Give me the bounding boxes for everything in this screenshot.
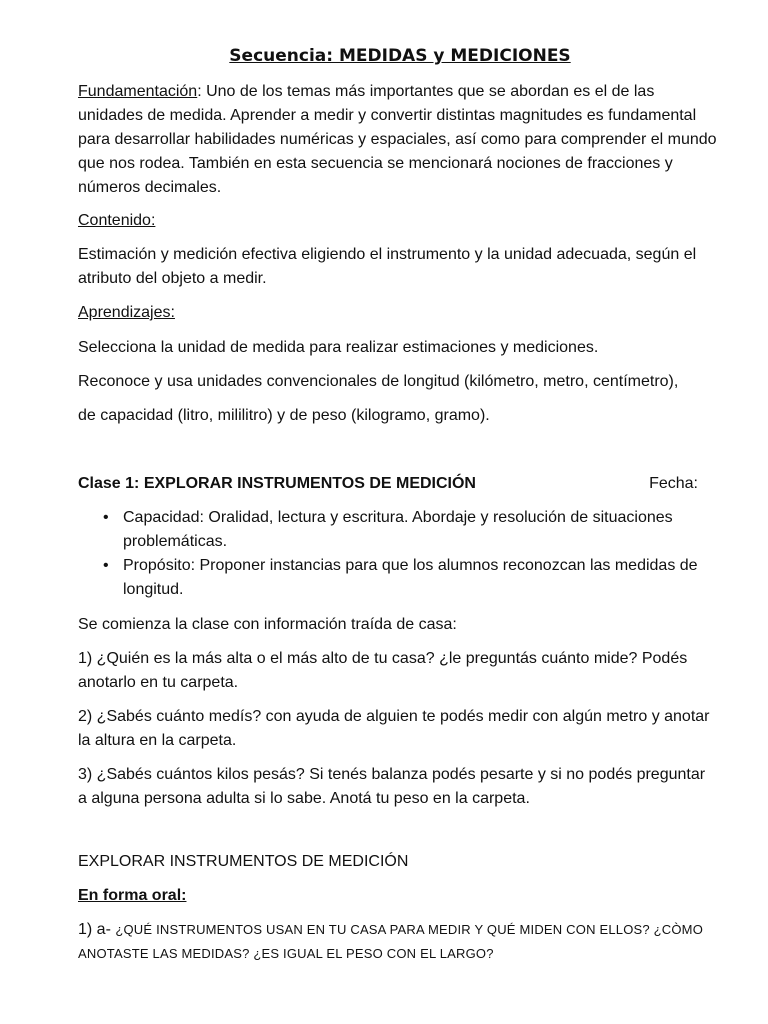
oral-question-prefix: 1) a-	[78, 921, 116, 938]
clase1-intro: Se comienza la clase con información traída de casa:	[78, 616, 457, 633]
fecha-label: Fecha:	[649, 475, 698, 492]
explorar-heading: EXPLORAR INSTRUMENTOS DE MEDICIÓN	[78, 853, 409, 870]
question-2: 2) ¿Sabés cuánto medís? con ayuda de alguien te podés medir con algún metro y anotar la altura en la carpeta.	[78, 708, 710, 749]
question-3: 3) ¿Sabés cuántos kilos pesás? Si tenés balanza podés pesarte y si no podés preguntar a alguna persona adulta si lo sabe. Anotá tu peso en la carpeta.	[78, 766, 706, 807]
bullet-icon: •	[103, 509, 109, 526]
aprendizaje-item: de capacidad (litro, mililitro) y de peso (kilogramo, gramo).	[78, 407, 490, 424]
aprendizaje-item: Reconoce y usa unidades convencionales de longitud (kilómetro, metro, centímetro),	[78, 373, 679, 390]
document-title: Secuencia: MEDIDAS y MEDICIONES	[229, 46, 571, 66]
fundamentacion-paragraph	[78, 80, 718, 200]
aprendizajes-label: Aprendizajes:	[78, 304, 175, 321]
clase1-header	[78, 472, 698, 496]
oral-question-text: ¿QUÉ INSTRUMENTOS USAN EN TU CASA PARA MEDIR Y QUÉ MIDEN CON ELLOS? ¿CÒMO ANOTASTE LAS MEDIDAS? ¿ES IGUAL EL PESO CON EL LARGO?	[78, 922, 704, 961]
list-item	[78, 554, 698, 602]
fundamentacion-label: Fundamentación	[78, 83, 198, 100]
oral-question-1	[78, 918, 718, 966]
fundamentacion-text: : Uno de los temas más importantes que se abordan es el de las unidades de medida. Aprender a medir y convertir distintas magnitudes es fundamental para desarrollar habilidades numéricas y espaciales, así como para comprender el mundo que nos rodea. También en esta secuencia se mencionará nociones de fracciones y números decimales.	[78, 83, 717, 196]
contenido-label: Contenido:	[78, 212, 156, 229]
clase1-title: Clase 1: EXPLORAR INSTRUMENTOS DE MEDICIÓN	[78, 475, 476, 492]
bullet-icon: •	[103, 557, 109, 574]
aprendizaje-item: Selecciona la unidad de medida para realizar estimaciones y mediciones.	[78, 339, 599, 356]
bullet-text: Capacidad: Oralidad, lectura y escritura. Abordaje y resolución de situaciones problemáticas.	[123, 509, 673, 550]
clase1-bullet-list	[78, 506, 698, 602]
bullet-text: Propósito: Proponer instancias para que los alumnos reconozcan las medidas de longitud.	[123, 557, 698, 598]
question-1: 1) ¿Quién es la más alta o el más alto de tu casa? ¿le preguntás cuánto mide? Podés anotarlo en tu carpeta.	[78, 650, 688, 691]
list-item	[78, 506, 698, 554]
contenido-text: Estimación y medición efectiva eligiendo el instrumento y la unidad adecuada, según el atributo del objeto a medir.	[78, 246, 697, 287]
oral-label: En forma oral:	[78, 887, 187, 904]
